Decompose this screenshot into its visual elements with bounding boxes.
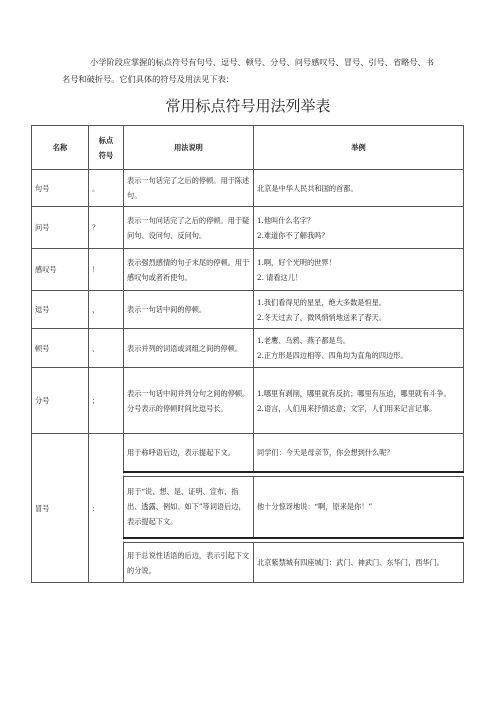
example-line: 2.难道你不了解我吗？: [257, 230, 329, 240]
example-cell: [254, 170, 464, 207]
table-header-row: [32, 126, 464, 170]
example-cell: 同学们：今天是母亲节，你会想到什么呢？: [254, 434, 464, 472]
example-line: 2.冬天过去了，微风悄悄地送来了春天。: [257, 312, 387, 322]
punct-name: 问号: [32, 207, 89, 249]
table-row: [32, 368, 464, 434]
punct-symbol: ？: [89, 207, 124, 249]
example-line: 北京是中华人民共和国的首都。: [257, 183, 358, 193]
example-cell: [254, 329, 464, 368]
punct-symbol: 。: [89, 170, 124, 207]
intro-paragraph: 小学阶段应掌握的标点符号有句号、逗号、顿号、分号、问号感叹号、冒号、引号、省略号、书名号和破折号。它们具体的符号及用法见下表：: [62, 57, 434, 84]
example-cell: 北京紫禁城有四座城门：武门、神武门、东华门、西华门。: [254, 543, 464, 583]
punct-name: 分号: [32, 368, 89, 434]
punct-name: 句号: [32, 170, 89, 207]
header-usage: 用法说明: [124, 126, 254, 170]
punct-name: 感叹号: [32, 249, 89, 291]
header-name: 名称: [32, 126, 89, 170]
usage-text: 表示一句问话完了之后的停顿。用于疑问句、设问句、反问句。: [124, 207, 254, 249]
table-row: [32, 329, 464, 368]
example-line: 2.正方形是四边相等、四角均为直角的四边形。: [257, 351, 408, 360]
example-line: 1.老鹰、乌鸦、燕子都是鸟。: [257, 336, 351, 345]
example-cell: [254, 291, 464, 329]
table-row: [32, 291, 464, 329]
punct-name: 顿号: [32, 329, 89, 368]
example-line: 1.啊，好个光明的世界！: [257, 257, 336, 267]
example-cell: [254, 249, 464, 291]
table-row: [32, 207, 464, 249]
usage-text: 表示并列的词语或词组之间的停顿。: [124, 329, 254, 368]
usage-text: 用于“说、想、是、证明、宣布、指出、透露、例如、如下”等词语后边，表示提起下文。: [124, 476, 254, 538]
header-symbol-line1: 标点: [98, 135, 114, 145]
table-row: [32, 170, 464, 207]
punct-name: 冒号: [32, 434, 89, 583]
header-symbol-line2: 符号: [98, 150, 114, 160]
example-line: 1.我们看得见的星星，绝大多数是恒星。: [257, 297, 387, 307]
usage-text: 表示一句话中间并列分句之间的停顿。分号表示的停顿时间比逗号长。: [124, 368, 254, 434]
punct-symbol: ：: [89, 434, 124, 583]
example-line: 1.哪里有剥削，哪里就有反抗；哪里有压迫，哪里就有斗争。: [257, 388, 451, 398]
header-symbol: [89, 126, 124, 170]
punct-name: 逗号: [32, 291, 89, 329]
usage-text: 表示强烈感情的句子末尾的停顿。用于感叹句或者祈使句。: [124, 249, 254, 291]
header-example: 举例: [254, 126, 464, 170]
example-line: 2.语言，人们用来抒情达意；文字，人们用来记言记事。: [257, 403, 437, 413]
example-cell: [254, 368, 464, 434]
example-line: 2. 请看这儿！: [257, 272, 303, 282]
example-cell: 他十分惊讶地说：“啊，原来是你！”: [254, 476, 464, 538]
usage-text: 表示一句话完了之后的停顿。用于陈述句。: [124, 170, 254, 207]
punct-symbol: ！: [89, 249, 124, 291]
example-cell: [254, 207, 464, 249]
page-title: 常用标点符号用法列举表: [165, 97, 331, 115]
usage-text: 用于称呼语后边，表示提起下文。: [124, 434, 254, 472]
table-row: [32, 249, 464, 291]
usage-text: 表示一句话中间的停顿。: [124, 291, 254, 329]
punct-symbol: ；: [89, 368, 124, 434]
usage-text: 用于总说性话语的后边，表示引起下文的分说。: [124, 543, 254, 583]
punctuation-table: [31, 125, 464, 583]
example-line: 1.他叫什么名字？: [257, 215, 315, 225]
punct-symbol: 、: [89, 329, 124, 368]
table-row: [32, 434, 464, 472]
punct-symbol: ，: [89, 291, 124, 329]
